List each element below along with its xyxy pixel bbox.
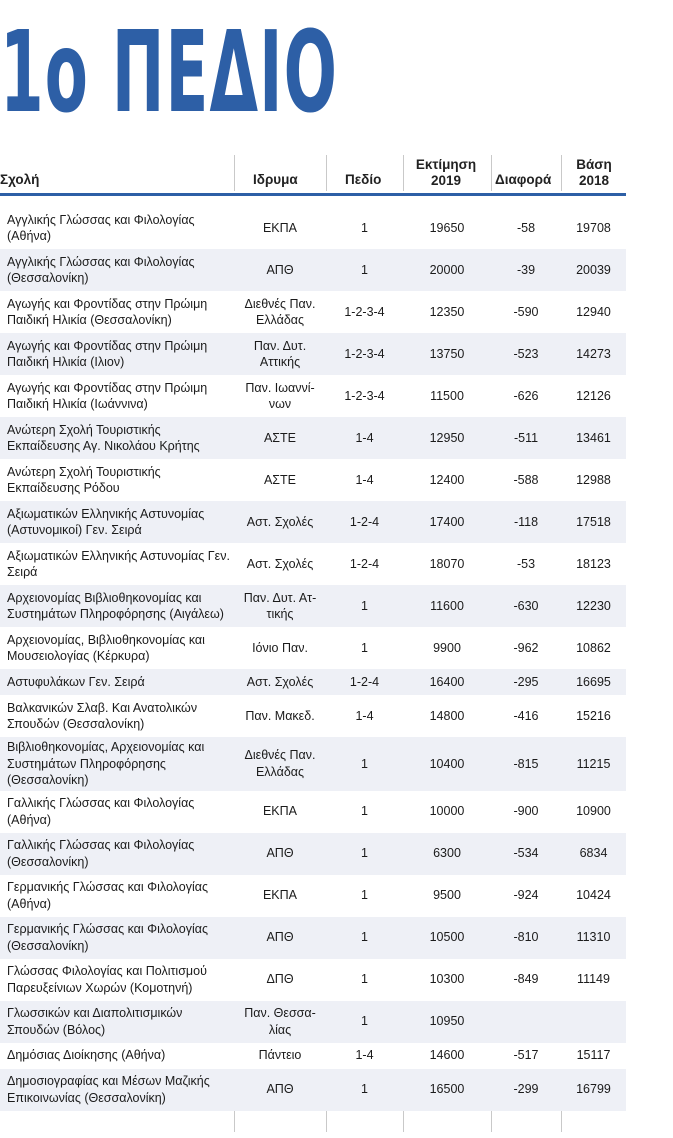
table-row xyxy=(0,669,626,695)
cell-school: Ανώτερη Σχολή Τουριστικής Εκπαίδευσης Αγ. Νικολάου Κρήτης xyxy=(0,417,234,459)
cell-difference: -630 xyxy=(491,585,561,627)
cell-estimate: 16400 xyxy=(403,669,491,695)
cell-base: 10900 xyxy=(561,791,626,833)
cell-base: 19708 xyxy=(561,207,626,249)
cell-school: Αξιωματικών Ελληνικής Αστυνομίας Γεν. Σειρά xyxy=(0,543,234,585)
table-row xyxy=(0,917,626,959)
cell-institution: Παν. Θεσσα-λίας xyxy=(234,1001,326,1043)
cell-base: 6834 xyxy=(561,833,626,875)
cell-estimate: 19650 xyxy=(403,207,491,249)
cell-field: 1-4 xyxy=(326,1043,403,1069)
cell-school: Βαλκανικών Σλαβ. Και Ανατολικών Σπουδών (Θεσσαλονίκη) xyxy=(0,695,234,737)
cell-estimate: 17400 xyxy=(403,501,491,543)
cell-field: 1-2-4 xyxy=(326,543,403,585)
cell-institution: ΑΠΘ xyxy=(234,1069,326,1111)
cell-base xyxy=(561,1001,626,1043)
table-row xyxy=(0,585,626,627)
cell-school: Αρχειονομίας, Βιβλιοθηκονομίας και Μουσειολογίας (Κέρκυρα) xyxy=(0,627,234,669)
header-estimate xyxy=(414,157,478,189)
cell-estimate: 20000 xyxy=(403,249,491,291)
header-separator xyxy=(234,155,235,191)
cell-school: Αγγλικής Γλώσσας και Φιλολογίας (Αθήνα) xyxy=(0,207,234,249)
header-field: Πεδίο xyxy=(345,172,382,187)
cell-school: Ανώτερη Σχολή Τουριστικής Εκπαίδευσης Ρόδου xyxy=(0,459,234,501)
cell-field: 1-4 xyxy=(326,459,403,501)
cell-institution: ΑΠΘ xyxy=(234,249,326,291)
cell-school: Γαλλικής Γλώσσας και Φιλολογίας (Θεσσαλονίκη) xyxy=(0,833,234,875)
cell-field: 1 xyxy=(326,585,403,627)
table-row xyxy=(0,695,626,737)
table-row xyxy=(0,1069,626,1111)
header-estimate-line1: Εκτίμηση xyxy=(415,157,477,172)
cell-institution: ΑΠΘ xyxy=(234,917,326,959)
cell-difference: -523 xyxy=(491,333,561,375)
table-row xyxy=(0,627,626,669)
table-row xyxy=(0,1043,626,1069)
table-row xyxy=(0,375,626,417)
cell-institution: ΕΚΠΑ xyxy=(234,791,326,833)
cell-base: 10424 xyxy=(561,875,626,917)
header-estimate-line2: 2019 xyxy=(430,173,462,188)
cell-field: 1-4 xyxy=(326,417,403,459)
cell-institution: ΑΣΤΕ xyxy=(234,459,326,501)
cell-field: 1 xyxy=(326,249,403,291)
cell-school: Αγωγής και Φροντίδας στην Πρώιμη Παιδική Ηλικία (Ιωάννινα) xyxy=(0,375,234,417)
cell-estimate: 10500 xyxy=(403,917,491,959)
cell-institution: ΕΚΠΑ xyxy=(234,875,326,917)
table-row xyxy=(0,959,626,1001)
cell-base: 14273 xyxy=(561,333,626,375)
cell-school: Αστυφυλάκων Γεν. Σειρά xyxy=(0,669,234,695)
cell-base: 12230 xyxy=(561,585,626,627)
cell-school: Αρχειονομίας Βιβλιοθηκονομίας και Συστημάτων Πληροφόρησης (Αιγάλεω) xyxy=(0,585,234,627)
cell-institution: Παν. Ιωαννί-νων xyxy=(234,375,326,417)
cell-field: 1-2-4 xyxy=(326,501,403,543)
cell-school: Αγγλικής Γλώσσας και Φιλολογίας (Θεσσαλονίκη) xyxy=(0,249,234,291)
cell-estimate: 18070 xyxy=(403,543,491,585)
header-school: Σχολή xyxy=(0,172,40,187)
cell-difference: -511 xyxy=(491,417,561,459)
cell-field: 1 xyxy=(326,791,403,833)
cell-estimate: 6300 xyxy=(403,833,491,875)
cell-difference: -900 xyxy=(491,791,561,833)
header-base-line2: 2018 xyxy=(578,173,610,188)
cell-base: 11215 xyxy=(561,737,626,791)
cell-estimate: 12950 xyxy=(403,417,491,459)
table-row xyxy=(0,249,626,291)
cell-estimate: 14800 xyxy=(403,695,491,737)
cell-school: Γερμανικής Γλώσσας και Φιλολογίας (Αθήνα) xyxy=(0,875,234,917)
cell-difference: -849 xyxy=(491,959,561,1001)
cell-field: 1 xyxy=(326,627,403,669)
cell-school: Αγωγής και Φροντίδας στην Πρώιμη Παιδική Ηλικία (Ιλιον) xyxy=(0,333,234,375)
cell-difference xyxy=(491,1001,561,1043)
cell-base: 15117 xyxy=(561,1043,626,1069)
cell-estimate: 10400 xyxy=(403,737,491,791)
cell-school: Γλωσσικών και Διαπολιτισμικών Σπουδών (Βόλος) xyxy=(0,1001,234,1043)
cell-base: 11310 xyxy=(561,917,626,959)
header-separator xyxy=(326,155,327,191)
table-row xyxy=(0,207,626,249)
cell-estimate: 13750 xyxy=(403,333,491,375)
cell-institution: Παν. Μακεδ. xyxy=(234,695,326,737)
cell-institution: Αστ. Σχολές xyxy=(234,669,326,695)
cell-field: 1 xyxy=(326,737,403,791)
cell-base: 15216 xyxy=(561,695,626,737)
cell-base: 12940 xyxy=(561,291,626,333)
cell-base: 20039 xyxy=(561,249,626,291)
header-base-line1: Βάση xyxy=(576,157,612,172)
cell-institution: ΑΣΤΕ xyxy=(234,417,326,459)
cell-base: 18123 xyxy=(561,543,626,585)
cell-institution: Διεθνές Παν. Ελλάδας xyxy=(234,737,326,791)
cell-institution: ΑΠΘ xyxy=(234,833,326,875)
table-row xyxy=(0,291,626,333)
cell-base: 12988 xyxy=(561,459,626,501)
cell-field: 1 xyxy=(326,833,403,875)
cell-difference: -53 xyxy=(491,543,561,585)
table-row xyxy=(0,833,626,875)
cell-field: 1 xyxy=(326,917,403,959)
cell-institution: Παν. Δυτ. Ατ-τικής xyxy=(234,585,326,627)
cell-difference: -58 xyxy=(491,207,561,249)
cell-difference: -810 xyxy=(491,917,561,959)
cell-field: 1-2-4 xyxy=(326,669,403,695)
cell-difference: -534 xyxy=(491,833,561,875)
header-separator xyxy=(403,155,404,191)
cell-school: Γαλλικής Γλώσσας και Φιλολογίας (Αθήνα) xyxy=(0,791,234,833)
cell-field: 1-2-3-4 xyxy=(326,333,403,375)
cell-base: 12126 xyxy=(561,375,626,417)
header-separator xyxy=(561,155,562,191)
table-row xyxy=(0,543,626,585)
table-row xyxy=(0,417,626,459)
table-header xyxy=(0,150,626,194)
table-row xyxy=(0,791,626,833)
cell-estimate: 10300 xyxy=(403,959,491,1001)
header-institution: Ιδρυμα xyxy=(253,172,298,187)
cell-difference: -626 xyxy=(491,375,561,417)
table-row xyxy=(0,459,626,501)
cell-field: 1 xyxy=(326,1001,403,1043)
cell-estimate: 9500 xyxy=(403,875,491,917)
cell-field: 1 xyxy=(326,875,403,917)
page-title: 1ο ΠΕΔΙΟ xyxy=(0,8,339,138)
cell-institution: Αστ. Σχολές xyxy=(234,501,326,543)
header-rule xyxy=(0,193,626,196)
table-row xyxy=(0,501,626,543)
cell-difference: -962 xyxy=(491,627,561,669)
cell-difference: -299 xyxy=(491,1069,561,1111)
header-difference: Διαφορά xyxy=(495,172,552,187)
cell-difference: -295 xyxy=(491,669,561,695)
table-row xyxy=(0,1001,626,1043)
cell-school: Δημόσιας Διοίκησης (Αθήνα) xyxy=(0,1043,234,1069)
cell-field: 1-2-3-4 xyxy=(326,291,403,333)
cell-base: 11149 xyxy=(561,959,626,1001)
header-base xyxy=(566,157,622,189)
cell-base: 13461 xyxy=(561,417,626,459)
cell-estimate: 16500 xyxy=(403,1069,491,1111)
cell-estimate: 9900 xyxy=(403,627,491,669)
cell-difference: -588 xyxy=(491,459,561,501)
cell-institution: Ιόνιο Παν. xyxy=(234,627,326,669)
cell-school: Βιβλιοθηκονομίας, Αρχειονομίας και Συστημάτων Πληροφόρησης (Θεσσαλονίκη) xyxy=(0,737,234,791)
cell-institution: Πάντειο xyxy=(234,1043,326,1069)
cell-institution: ΕΚΠΑ xyxy=(234,207,326,249)
cell-field: 1 xyxy=(326,1069,403,1111)
cell-difference: -517 xyxy=(491,1043,561,1069)
results-table xyxy=(0,207,626,1111)
cell-difference: -815 xyxy=(491,737,561,791)
cell-difference: -39 xyxy=(491,249,561,291)
cell-base: 16799 xyxy=(561,1069,626,1111)
cell-estimate: 10950 xyxy=(403,1001,491,1043)
header-separator xyxy=(491,155,492,191)
cell-institution: ΔΠΘ xyxy=(234,959,326,1001)
table-row xyxy=(0,737,626,791)
cell-field: 1-2-3-4 xyxy=(326,375,403,417)
cell-difference: -416 xyxy=(491,695,561,737)
cell-difference: -590 xyxy=(491,291,561,333)
cell-institution: Παν. Δυτ. Αττικής xyxy=(234,333,326,375)
cell-estimate: 10000 xyxy=(403,791,491,833)
cell-school: Δημοσιογραφίας και Μέσων Μαζικής Επικοινωνίας (Θεσσαλονίκη) xyxy=(0,1069,234,1111)
cell-institution: Διεθνές Παν. Ελλάδας xyxy=(234,291,326,333)
cell-base: 16695 xyxy=(561,669,626,695)
cell-difference: -118 xyxy=(491,501,561,543)
cell-difference: -924 xyxy=(491,875,561,917)
cell-school: Αξιωματικών Ελληνικής Αστυνομίας (Αστυνομικοί) Γεν. Σειρά xyxy=(0,501,234,543)
cell-estimate: 12350 xyxy=(403,291,491,333)
table-body xyxy=(0,207,626,1111)
cell-school: Αγωγής και Φροντίδας στην Πρώιμη Παιδική Ηλικία (Θεσσαλονίκη) xyxy=(0,291,234,333)
table-row xyxy=(0,333,626,375)
cell-school: Γλώσσας Φιλολογίας και Πολιτισμού Παρευξείνιων Χωρών (Κομοτηνή) xyxy=(0,959,234,1001)
cell-estimate: 11500 xyxy=(403,375,491,417)
cell-field: 1 xyxy=(326,207,403,249)
table-row xyxy=(0,875,626,917)
cell-estimate: 12400 xyxy=(403,459,491,501)
cell-estimate: 11600 xyxy=(403,585,491,627)
cell-base: 17518 xyxy=(561,501,626,543)
cell-field: 1-4 xyxy=(326,695,403,737)
cell-school: Γερμανικής Γλώσσας και Φιλολογίας (Θεσσαλονίκη) xyxy=(0,917,234,959)
cell-base: 10862 xyxy=(561,627,626,669)
cell-estimate: 14600 xyxy=(403,1043,491,1069)
cell-field: 1 xyxy=(326,959,403,1001)
cell-institution: Αστ. Σχολές xyxy=(234,543,326,585)
